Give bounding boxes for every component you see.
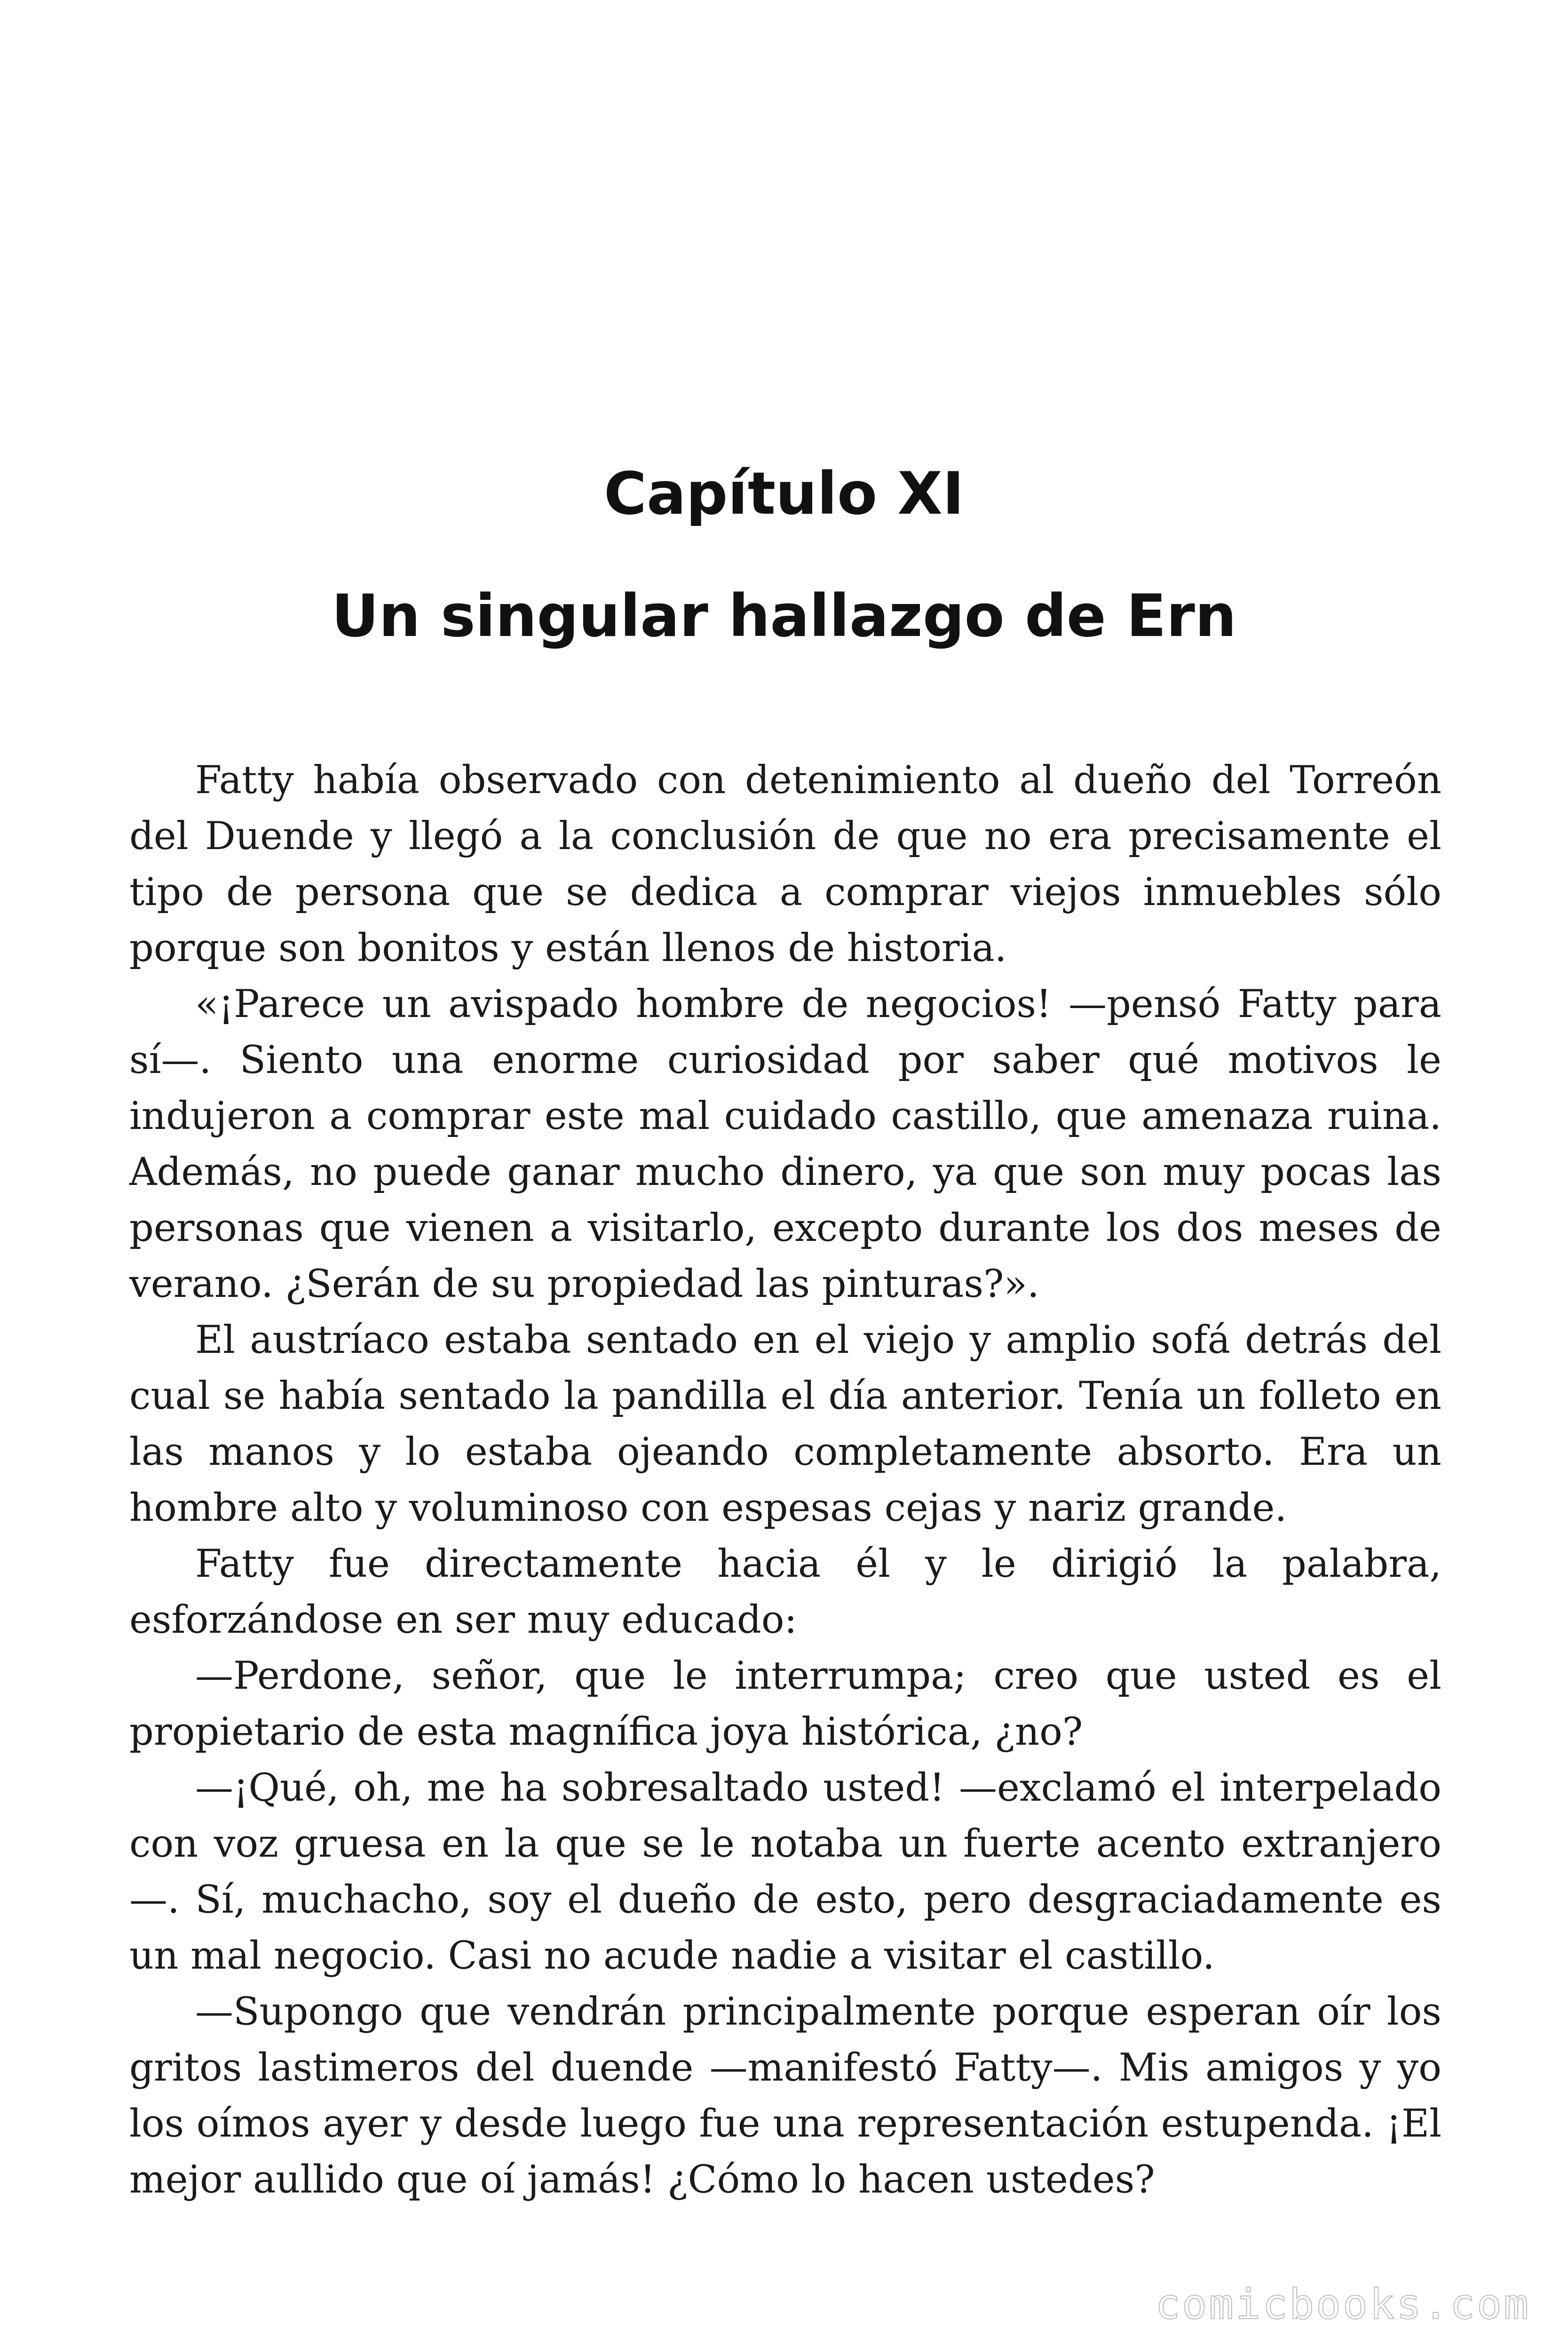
chapter-title: Un singular hallazgo de Ern [331,582,1237,650]
paragraph: Fatty fue directamente hacia él y le dirigió la palabra, esforzándose en ser muy educado: [129,1542,1441,1642]
chapter-body [129,753,1441,2208]
chapter-number: Capítulo XI [603,460,965,528]
paragraph: —Perdone, señor, que le interrumpa; creo que usted es el propietario de esta magnífica joya histórica, ¿no? [129,1654,1441,1754]
paragraph: —Supongo que vendrán principalmente porque esperan oír los gritos lastimeros del duende —manifestó Fatty—. Mis amigos y yo los oímos ayer y desde luego fue una representación estupenda. ¡El mejor aullido que oí jamás! ¿Cómo lo hacen ustedes? [129,1990,1441,2202]
paragraph: El austríaco estaba sentado en el viejo y amplio sofá detrás del cual se había sentado la pandilla el día anterior. Tenía un folleto en las manos y lo estaba ojeando completamente absorto. Era un hombre alto y voluminoso con espesas cejas y nariz grande. [129,1318,1441,1530]
paragraph: «¡Parece un avispado hombre de negocios! —pensó Fatty para sí—. Siento una enorme curiosidad por saber qué motivos le indujeron a comprar este mal cuidado castillo, que amenaza ruina. Además, no puede ganar mucho dinero, ya que son muy pocas las personas que vienen a visitarlo, excepto durante los dos meses de verano. ¿Serán de su propiedad las pinturas?». [129,982,1441,1306]
paragraph: Fatty había observado con detenimiento al dueño del Torreón del Duende y llegó a la conclusión de que no era precisamente el tipo de persona que se dedica a comprar viejos inmuebles sólo porque son bonitos y están llenos de historia. [129,758,1441,970]
paragraph: —¡Qué, oh, me ha sobresaltado usted! —exclamó el interpelado con voz gruesa en la que se le notaba un fuerte acento extranjero—. Sí, muchacho, soy el dueño de esto, pero desgraciadamente es un mal negocio. Casi no acude nadie a visitar el castillo. [129,1766,1441,1978]
watermark: comicbooks.com [1155,2280,1530,2328]
